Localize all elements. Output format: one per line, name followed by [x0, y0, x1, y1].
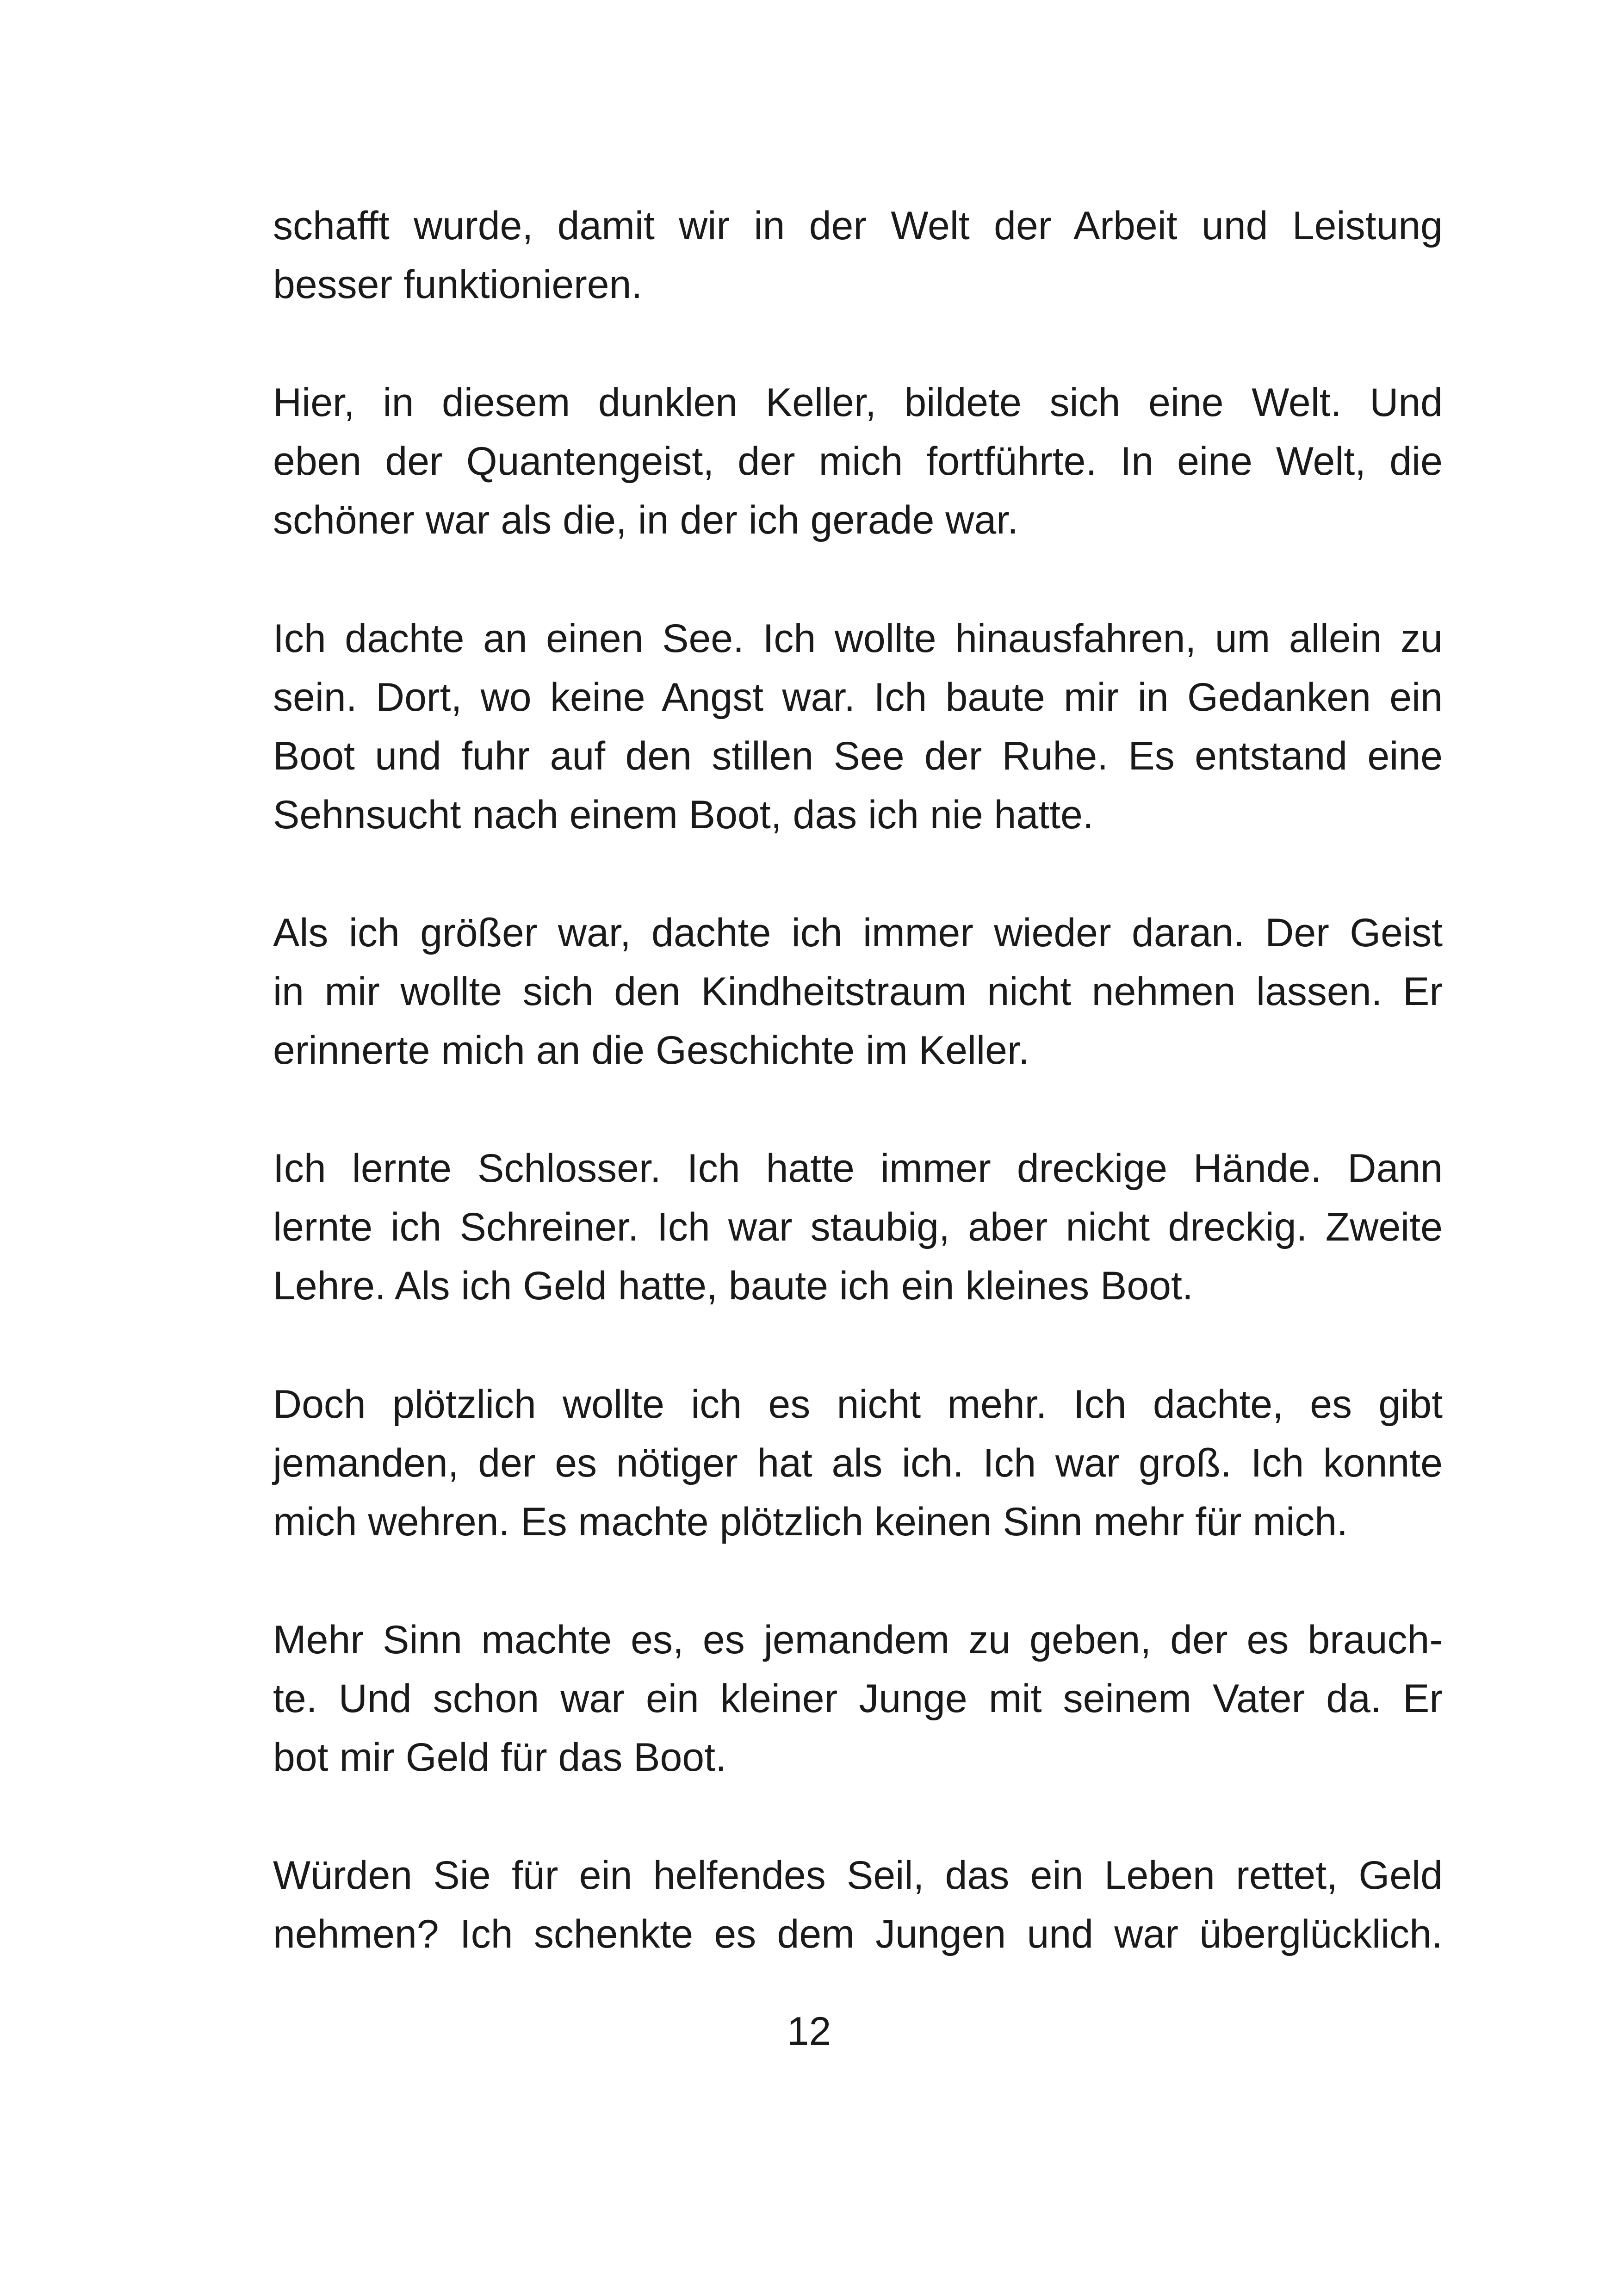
text-line: Ich dachte an einen See. Ich wollte hinausfahren, um allein zu [273, 616, 1443, 661]
text-line: nehmen? Ich schenkte es dem Jungen und war überglücklich. [273, 1912, 1443, 1956]
text-line: schafft wurde, damit wir in der Welt der Arbeit und Leistung [273, 204, 1443, 248]
text-line: Lehre. Als ich Geld hatte, baute ich ein kleines Boot. [273, 1264, 1193, 1308]
text-line: besser funktionieren. [273, 262, 643, 307]
text-line: Doch plötzlich wollte ich es nicht mehr. Ich dachte, es gibt [273, 1382, 1443, 1427]
text-line: erinnerte mich an die Geschichte im Keller. [273, 1028, 1029, 1073]
text-line: in mir wollte sich den Kindheitstraum nicht nehmen lassen. Er [273, 969, 1443, 1014]
text-line: mich wehren. Es machte plötzlich keinen Sinn mehr für mich. [273, 1500, 1348, 1544]
page-number: 12 [787, 2009, 831, 2054]
text-line: schöner war als die, in der ich gerade war. [273, 498, 1018, 542]
text-line: te. Und schon war ein kleiner Junge mit seinem Vater da. Er [273, 1676, 1443, 1721]
text-line: Sehnsucht nach einem Boot, das ich nie hatte. [273, 793, 1094, 837]
text-line: Als ich größer war, dachte ich immer wieder daran. Der Geist [273, 911, 1443, 955]
text-line: Ich lernte Schlosser. Ich hatte immer dreckige Hände. Dann [273, 1146, 1443, 1191]
text-line: Würden Sie für ein helfendes Seil, das ein Leben rettet, Geld [273, 1853, 1443, 1898]
text-line: eben der Quantengeist, der mich fortführte. In eine Welt, die [273, 439, 1443, 484]
text-line: lernte ich Schreiner. Ich war staubig, aber nicht dreckig. Zweite [273, 1205, 1443, 1249]
text-line: Hier, in diesem dunklen Keller, bildete sich eine Welt. Und [273, 380, 1443, 425]
text-line: Mehr Sinn machte es, es jemandem zu geben, der es brauch- [273, 1618, 1443, 1662]
text-line: sein. Dort, wo keine Angst war. Ich baute mir in Gedanken ein [273, 675, 1443, 720]
text-line: Boot und fuhr auf den stillen See der Ruhe. Es entstand eine [273, 734, 1443, 778]
text-line: jemanden, der es nötiger hat als ich. Ich war groß. Ich konnte [273, 1441, 1443, 1485]
text-line: bot mir Geld für das Boot. [273, 1735, 726, 1780]
